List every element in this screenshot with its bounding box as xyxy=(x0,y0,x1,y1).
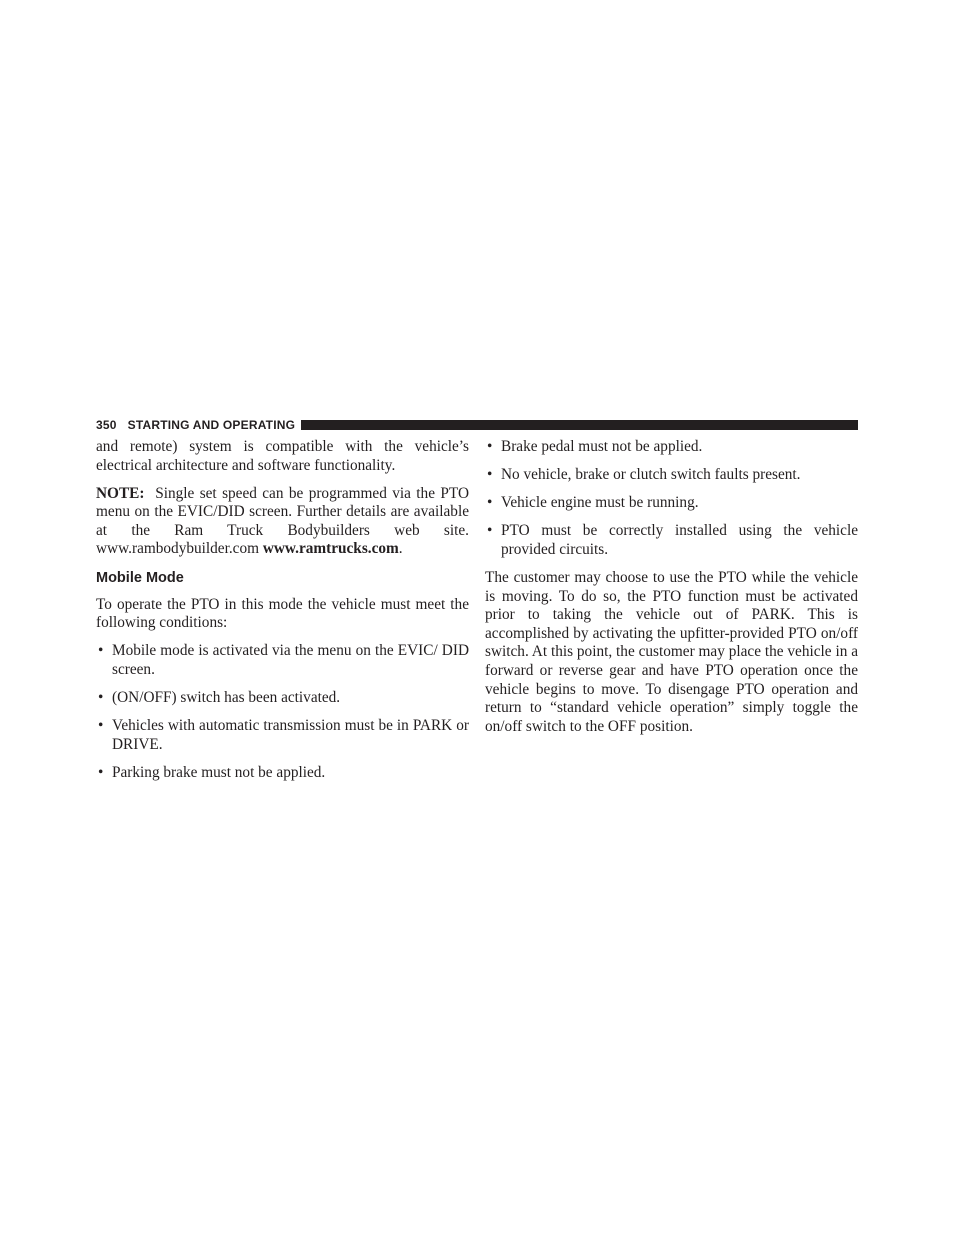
list-item xyxy=(485,438,858,457)
mobile-mode-paragraph: The customer may choose to use the PTO while the vehicle is moving. To do so, the PTO function must be activated prior to taking the vehicle out of PARK. This is accomplished by activating the upfitter-provided PTO on/off switch. At this point, the customer may place the vehicle in a forward or reverse gear and have PTO operation once the vehicle begins to move. To disengage PTO operation and return to “standard vehicle operation” simply toggle the on/off switch to the OFF position. xyxy=(485,568,858,735)
bullet-icon: • xyxy=(487,438,493,455)
section-heading: Mobile Mode xyxy=(96,569,184,586)
page-header xyxy=(96,417,858,433)
note-suffix: . xyxy=(398,540,403,558)
list-item xyxy=(485,494,858,513)
list-item-text: Parking brake must not be applied. xyxy=(112,763,326,781)
left-column xyxy=(96,438,469,792)
list-item xyxy=(96,689,469,708)
intro-paragraph: and remote) system is compatible with the vehicle’s electrical architecture and software functionality. xyxy=(96,438,469,474)
note-paragraph xyxy=(96,485,469,559)
bullet-icon: • xyxy=(98,642,104,660)
conditions-intro: To operate the PTO in this mode the vehicle must meet the following conditions: xyxy=(96,595,469,632)
list-item xyxy=(96,717,469,754)
left-bullet-list xyxy=(96,642,469,782)
list-item-text: PTO must be correctly installed using the vehicle provided circuits. xyxy=(501,522,858,558)
list-item xyxy=(96,764,469,783)
right-bullet-list xyxy=(485,438,858,559)
list-item-text: (ON/OFF) switch has been activated. xyxy=(112,688,341,706)
bullet-icon: • xyxy=(487,522,493,540)
bullet-icon: • xyxy=(98,717,104,735)
list-item-text: Mobile mode is activated via the menu on the EVIC/ DID screen. xyxy=(112,642,469,678)
list-item xyxy=(485,522,858,559)
list-item-text: No vehicle, brake or clutch switch faults present. xyxy=(501,466,801,484)
bullet-icon: • xyxy=(98,688,104,706)
bullet-icon: • xyxy=(487,466,493,484)
list-item-text: Vehicle engine must be running. xyxy=(501,494,699,512)
list-item xyxy=(485,466,858,485)
list-item xyxy=(96,642,469,679)
list-item-text: Vehicles with automatic transmission must be in PARK or DRIVE. xyxy=(112,717,469,753)
bullet-icon: • xyxy=(487,494,493,512)
bullet-icon: • xyxy=(98,763,104,781)
note-label: NOTE: xyxy=(96,484,145,502)
right-column xyxy=(485,438,858,746)
note-text: Single set speed can be programmed via the PTO menu on the EVIC/DID screen. Further details are available at the Ram Truck Bodybuilders web site. www.rambodybuilder.com xyxy=(96,484,469,558)
ramtrucks-link[interactable]: www.ramtrucks.com xyxy=(262,540,399,558)
page-number: 350 xyxy=(96,418,117,432)
list-item-text: Brake pedal must not be applied. xyxy=(501,438,703,455)
header-rule xyxy=(301,420,858,430)
section-title: STARTING AND OPERATING xyxy=(127,418,296,432)
